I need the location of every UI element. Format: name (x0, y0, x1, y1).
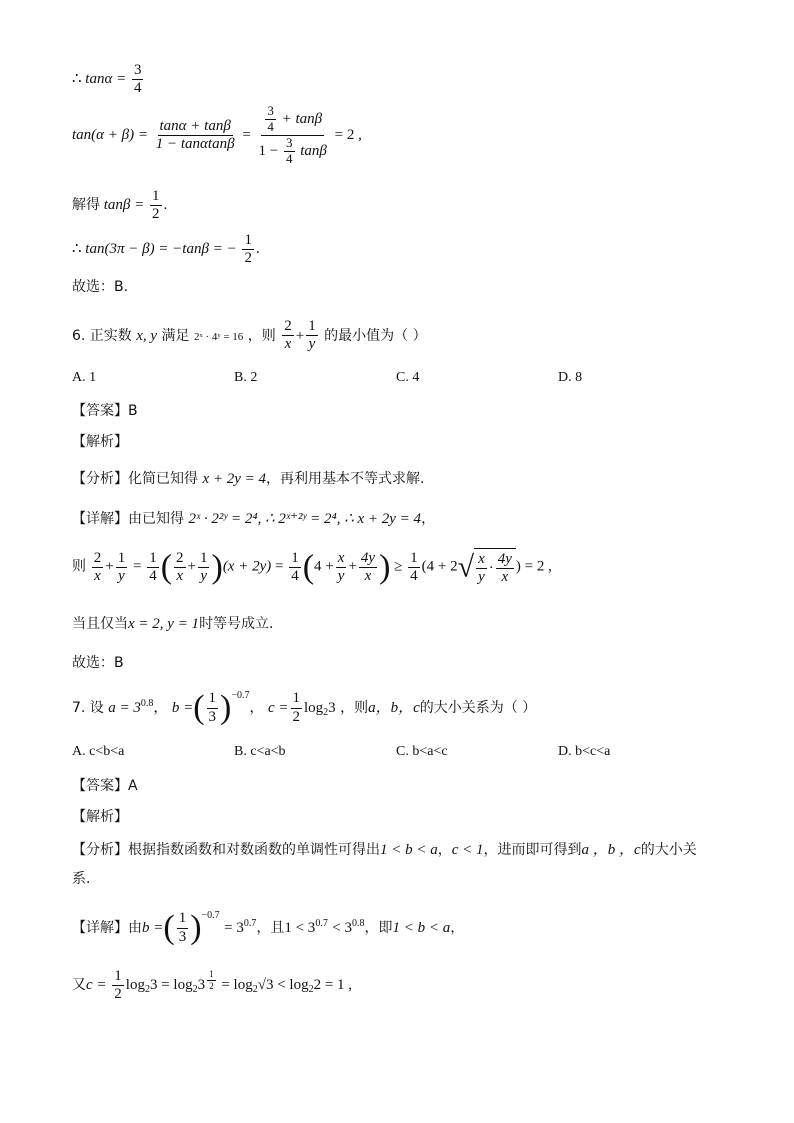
therefore-symbol: ∴ (72, 71, 82, 88)
text: 解得 (72, 197, 100, 214)
text: 由已知得 (128, 511, 184, 527)
numerator: 1 (306, 318, 318, 336)
fraction (306, 318, 318, 354)
expr: b = (142, 920, 164, 936)
expr: = log (221, 977, 253, 994)
expr: 2ˣ · 2²ʸ = 2⁴, ∴ 2ˣ⁺²ʸ = 2⁴, ∴ x + 2y = 4 (188, 511, 422, 527)
denominator: x (284, 336, 292, 353)
expr: 1 < 3 (284, 920, 316, 936)
section-tag: 【详解】 (72, 920, 128, 936)
fraction (282, 318, 294, 354)
numerator: 3 (132, 62, 144, 80)
denominator: 4 (286, 150, 293, 166)
denominator: 1 − tanαtanβ (155, 135, 235, 152)
q7-option-b[interactable]: B. c<a<b (234, 744, 286, 759)
result: = 2 , (334, 126, 362, 143)
q7-fenxi (72, 838, 697, 859)
fraction: $\frac{4y}{x}$ (497, 551, 512, 586)
denominator: 2 (292, 708, 300, 725)
q6-fenxi (72, 468, 424, 488)
expr: 2 = 1 , (313, 977, 353, 994)
q6-answer: 【答案】B (72, 403, 138, 419)
vars: x, y (136, 327, 158, 344)
text: 化简已知得 (128, 471, 198, 487)
fraction: $\frac{1}{2}$ (114, 968, 122, 1003)
condition: 2ˣ · 4ʸ = 16 (194, 330, 244, 343)
numerator: 3 (267, 103, 274, 118)
exponent: 0.8 (140, 698, 154, 709)
text: 则 (72, 558, 86, 575)
text: ，进而即可得到 (483, 842, 582, 858)
numerator: 1 (207, 690, 219, 708)
expr: tanβ = (103, 197, 145, 214)
exponent-fraction (207, 969, 216, 991)
period: . (255, 241, 260, 258)
text: ， (153, 700, 168, 716)
q7-xiangjie: 【详解】由b =( $\frac{1}{3}$ )$^{-0.7} = 3^{0.7}$，且$1 < 3^{0.7} < 3^{0.8}$，即1 < b < a， (72, 909, 465, 946)
numerator (261, 104, 324, 136)
fraction (207, 690, 219, 726)
numerator-tail: + tanβ (281, 110, 323, 127)
text: 根据指数函数和对数函数的单调性可得出 (128, 842, 380, 858)
q7-option-c[interactable]: C. b<a<c (396, 744, 448, 759)
text: ，则 (247, 327, 276, 344)
exponent: 0.7 (243, 918, 257, 929)
text: 6. 正实数 (72, 327, 132, 344)
text: 当且仅当 (72, 616, 128, 632)
denominator (257, 136, 329, 167)
line-solve-tan-beta (72, 188, 167, 224)
numerator: 1 (242, 232, 254, 250)
text: ，且 (256, 920, 285, 936)
numerator: 3 (286, 134, 293, 150)
text: ，即 (364, 920, 393, 936)
fraction: $\frac{x}{y}$ (478, 551, 485, 586)
fraction (150, 188, 162, 224)
expr: c = (86, 977, 107, 994)
line-tan-alpha (72, 62, 145, 98)
text: 时等号成立. (199, 616, 274, 632)
q6-option-c[interactable]: C. 4 (396, 370, 420, 385)
log-arg: 3 (328, 700, 336, 716)
text: ， (437, 842, 452, 858)
exponent: −0.7 (231, 690, 250, 701)
numerator: tanα + tanβ (158, 118, 233, 136)
text: 7. 设 (72, 700, 104, 716)
expr: 3 (197, 977, 206, 994)
fraction (242, 232, 254, 268)
section-tag: 【分析】 (72, 842, 128, 858)
q6-option-b[interactable]: B. 2 (234, 370, 258, 385)
denominator: 2 (244, 250, 252, 267)
fraction: $\frac{1}{4}$ (149, 549, 157, 584)
expr: tan(3π − β) = −tanβ = − (85, 241, 237, 258)
text: ，则 (340, 700, 369, 716)
expr: = 3 (224, 920, 244, 936)
expr: √3 < log (257, 977, 309, 994)
text: 又 (72, 977, 86, 994)
exponent: 0.7 (315, 918, 328, 929)
expr: c = (267, 700, 289, 716)
expr: a = 3 (108, 700, 141, 716)
numerator: 2 (282, 318, 294, 336)
q6-option-d[interactable]: D. 8 (558, 370, 583, 385)
text: ，再利用基本不等式求解. (266, 471, 425, 487)
q6-choose: 故选：B (72, 655, 124, 671)
text: 满足 (161, 327, 190, 344)
sqrt: √ $\frac{x}{y}$ · $\frac{4y}{x}$ (458, 548, 516, 587)
line-tan-sum (72, 104, 362, 167)
section-tag: 【详解】 (72, 511, 128, 527)
expr: x + 2y = 4 (202, 471, 267, 487)
denominator: 2 (152, 206, 160, 223)
fraction: $\frac{1}{4}$ (291, 549, 299, 584)
text: 的大小关系为（ ） (419, 700, 537, 716)
expr: tan(α + β) = (72, 126, 148, 143)
expr: 1 < b < a (380, 842, 438, 858)
q7-analysis-label: 【解析】 (72, 809, 128, 825)
denominator: 4 (133, 80, 142, 97)
expr: c < 1 (451, 842, 484, 858)
exponent: 0.8 (351, 918, 365, 929)
expr: x = 2, y = 1 (128, 616, 200, 632)
q7-option-a[interactable]: A. c<b<a (72, 744, 125, 759)
fraction: $\frac{2}{x}$ (176, 549, 184, 584)
numerator: 1 (291, 690, 303, 708)
q7-c-chain: 又c = $\frac{1}{2}$ $\log_23 = \log_23$ $\frac{1}{2}$ = $\log_2√3 < \log_22 = 1$ , (72, 968, 353, 1003)
text: ， (421, 511, 436, 527)
fraction: $\frac{1}{y}$ (117, 549, 126, 584)
numerator: 1 (150, 188, 162, 206)
q7-fenxi-cont: 系. (72, 871, 91, 887)
q7-stem: 7. 设 $a = 3^{0.8}$， b =( $\frac{1}{3}$ )$^{-0.7}$， c = $\frac{1}{2}$ $\log_23$ ，则a，b，c的大小关系为（ ） (72, 689, 537, 726)
denominator: y (308, 336, 316, 353)
fraction-substituted (257, 104, 329, 167)
inner-fraction (265, 104, 276, 135)
q6-inequality: 则 $\frac{2}{x}$ + $\frac{1}{y}$ = $\frac{1}{4}$ ( $\frac{2}{x}$ + $\frac{1}{y}$ )(x + 2y) = $\frac{1}{4}$ (4 + $\frac{x}{y}$ + $\frac{4y}{x}$ ) ≥ $\frac{1}{4}$ (4 + 2√ $\frac{x}{y}$ · $\frac{4y}{x}$ ) = 2 , (72, 548, 552, 586)
fraction (291, 690, 303, 726)
exponent: −0.7 (201, 910, 220, 921)
vars: a ，b ，c (581, 842, 641, 858)
vars: a，b，c (368, 700, 420, 716)
text: 的最小值为（ ） (324, 327, 427, 344)
result: ) = 2 , (515, 558, 552, 575)
fraction: $\frac{1}{4}$ (410, 549, 418, 584)
period: . (163, 197, 168, 214)
expr: b = (171, 700, 194, 716)
line-tan-3pi (72, 232, 260, 268)
expr: tanα = (85, 71, 127, 88)
expr: 1 < b < a (392, 920, 451, 936)
text: ， (249, 700, 264, 716)
q7-option-d[interactable]: D. b<c<a (558, 744, 611, 759)
fraction: $\frac{x}{y}$ (337, 549, 345, 584)
text: 由 (128, 920, 142, 936)
text: ， (450, 920, 465, 936)
fraction-identity (154, 118, 237, 154)
fraction: $\frac{1}{y}$ (199, 549, 208, 584)
expr: = log (161, 977, 193, 994)
fraction: $\frac{4y}{x}$ (360, 549, 376, 584)
text: 的大小关 (640, 842, 697, 858)
inner-fraction (284, 136, 295, 167)
q7-answer: 【答案】A (72, 778, 138, 794)
fraction: $\frac{1}{3}$ (178, 910, 187, 945)
log: log (304, 700, 324, 716)
denominator-head: 1 − (258, 142, 279, 159)
q6-analysis-label: 【解析】 (72, 434, 128, 450)
equals: = (242, 126, 251, 143)
q6-equality-condition (72, 613, 274, 633)
log-base: 2 (323, 707, 329, 718)
denominator: 3 (208, 708, 217, 725)
fraction (132, 62, 144, 98)
q6-option-a[interactable]: A. 1 (72, 370, 97, 385)
numerator: 1 (209, 969, 214, 980)
denominator-tail: tanβ (300, 142, 327, 159)
therefore-symbol: ∴ (72, 241, 82, 258)
section-tag: 【分析】 (72, 471, 128, 487)
q6-xiangjie (72, 508, 435, 528)
q6-stem (72, 318, 427, 354)
plus: + (295, 327, 305, 344)
line-choose-b: 故选：B. (72, 279, 129, 295)
expr: < 3 (332, 920, 352, 936)
denominator: 4 (267, 118, 274, 134)
denominator: 2 (209, 980, 214, 991)
fraction: $\frac{2}{x}$ (93, 549, 102, 584)
